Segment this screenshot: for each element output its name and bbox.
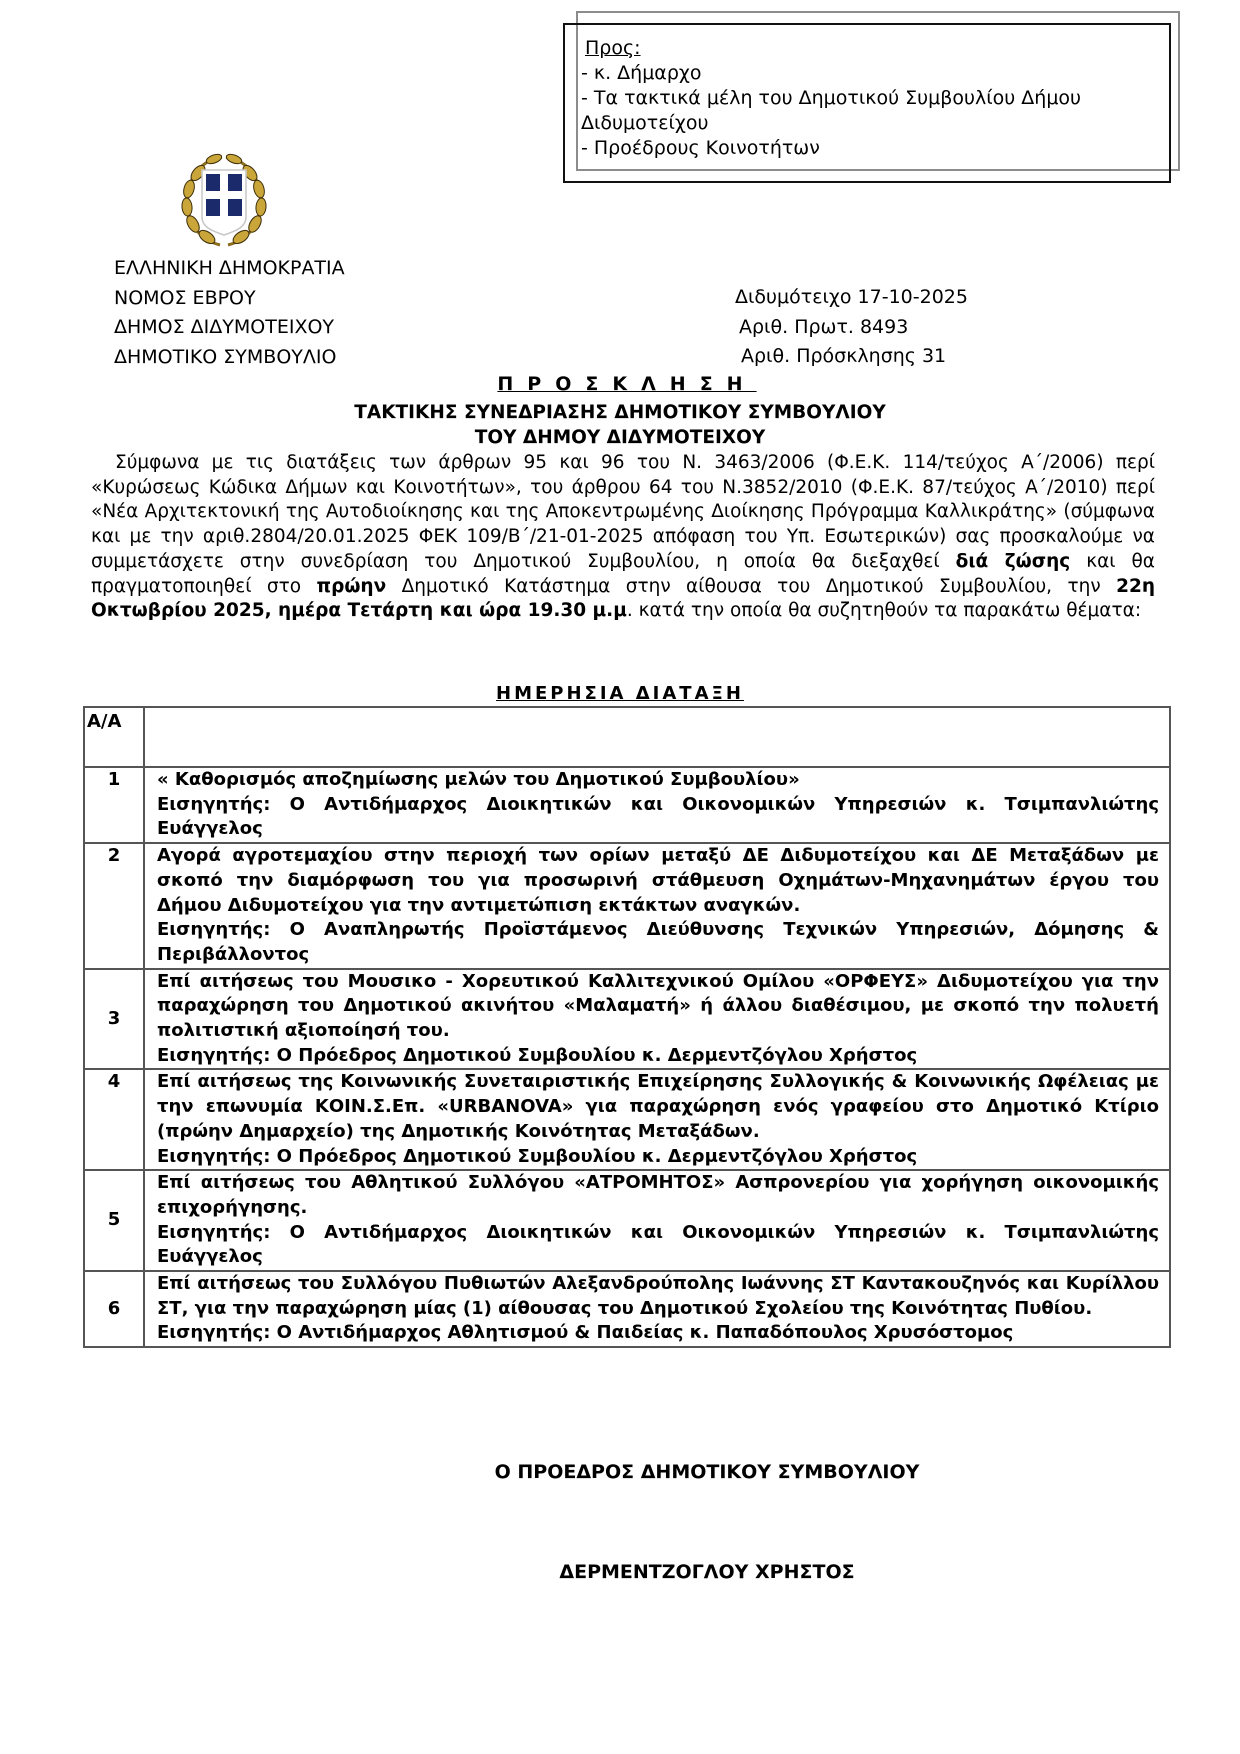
item-number: 5	[84, 1170, 144, 1271]
recipient-line: Διδυμοτείχου	[581, 112, 709, 134]
item-content	[144, 767, 1170, 843]
greek-coat-of-arms-icon	[176, 151, 272, 248]
recipient-line: - κ. Δήμαρχο	[581, 62, 702, 84]
item-subject: Επί αιτήσεως του Αθλητικού Συλλόγου «ΑΤΡΟΜΗΤΟΣ» Ασπρονερίου για χορήγηση οικονομικής επιχορήγησης.	[157, 1172, 1159, 1218]
recipient-line: - Τα τακτικά μέλη του Δημοτικού Συμβουλίου Δήμου	[581, 87, 1082, 109]
signatory-title: Ο ΠΡΟΕΔΡΟΣ ΔΗΜΟΤΙΚΟΥ ΣΥΜΒΟΥΛΙΟΥ	[494, 1461, 920, 1483]
item-rapporteur: Εισηγητής: Ο Πρόεδρος Δημοτικού Συμβουλίου κ. Δερμεντζόγλου Χρήστος	[157, 1145, 918, 1167]
body-text: . κατά την οποία θα συζητηθούν τα παρακάτω θέματα:	[626, 600, 1142, 622]
body-text: και θα πραγματοποιηθεί στο	[91, 550, 1155, 597]
agenda-title-text: ΗΜΕΡΗΣΙΑ ΔΙΑΤΑΞΗ	[496, 683, 744, 704]
item-number: 2	[84, 843, 144, 969]
header-subject	[144, 707, 1170, 767]
item-content	[144, 1271, 1170, 1347]
subtitle-line: ΤΟΥ ΔΗΜΟΥ ΔΙΔΥΜΟΤΕΙΧΟΥ	[474, 426, 766, 448]
authority-line: ΔΗΜΟΤΙΚΟ ΣΥΜΒΟΥΛΙΟ	[114, 345, 337, 368]
authority-line: ΔΗΜΟΣ ΔΙΔΥΜΟΤΕΙΧΟΥ	[114, 316, 335, 338]
item-content	[144, 969, 1170, 1070]
meeting-datetime: 22η Οκτωβρίου 2025, ημέρα Τετάρτη και ώρα 19.30 μ.μ	[91, 575, 1155, 622]
protocol-number: Αριθ. Πρωτ. 8493	[739, 315, 909, 338]
document-title	[0, 372, 1240, 396]
table-row	[84, 1170, 1170, 1271]
table-row	[84, 767, 1170, 843]
item-number: 6	[84, 1271, 144, 1347]
document-title-text: ΠΡΟΣΚΛΗΣΗ	[497, 373, 757, 395]
agenda-title	[0, 683, 1240, 705]
item-subject: Επί αιτήσεως της Κοινωνικής Συνεταιριστικής Επιχείρησης Συλλογικής & Κοινωνικής Ωφέλειας με την επωνυμία ΚΟΙΝ.Σ.Επ. «URBANOVA» για παραχώρηση ενός γραφείου στο Δημοτικό Κτίριο (πρώην Δημαρχείο) της Δημοτικής Κοινότητας Μεταξάδων.	[157, 1071, 1159, 1142]
item-number: 3	[84, 969, 144, 1070]
header-number: Α/Α	[84, 707, 144, 767]
item-subject: « Καθορισμός αποζημίωσης μελών του Δημοτικού Συμβουλίου»	[157, 769, 800, 790]
item-rapporteur: Εισηγητής: Ο Πρόεδρος Δημοτικού Συμβουλίου κ. Δερμεντζόγλου Χρήστος	[157, 1044, 918, 1066]
item-subject: Επί αιτήσεως του Συλλόγου Πυθιωτών Αλεξανδρούπολης Ιωάννης ΣΤ Καντακουζηνός και Κυρίλλου ΣΤ, για την παραχώρηση μίας (1) αίθουσας του Δημοτικού Σχολείου της Κοινότητας Πυθίου.	[157, 1273, 1159, 1319]
body-emphasis: διά ζώσης	[955, 550, 1071, 572]
recipients-title: Προς:	[585, 37, 641, 59]
body-text: Δημοτικό Κατάστημα στην αίθουσα του Δημοτικού Συμβουλίου, την	[386, 575, 1117, 597]
document-subtitle	[0, 401, 1240, 450]
item-content	[144, 1069, 1170, 1170]
authority-line: ΕΛΛΗΝΙΚΗ ΔΗΜΟΚΡΑΤΙΑ	[114, 257, 345, 279]
recipient-line: - Προέδρους Κοινοτήτων	[581, 137, 820, 159]
table-row	[84, 1271, 1170, 1347]
recipients-box	[563, 23, 1171, 183]
issuing-authority	[114, 254, 345, 372]
signatory-name: ΔΕΡΜΕΝΤΖΟΓΛΟΥ ΧΡΗΣΤΟΣ	[559, 1561, 855, 1583]
item-rapporteur: Εισηγητής: Ο Αναπληρωτής Προϊστάμενος Διεύθυνσης Τεχνικών Υπηρεσιών, Δόμησης & Περιβάλλοντος	[157, 919, 1159, 965]
authority-line: ΝΟΜΟΣ ΕΒΡΟΥ	[114, 286, 256, 309]
item-number: 1	[84, 767, 144, 843]
body-text: Σύμφωνα με τις διατάξεις των άρθρων 95 και 96 του Ν. 3463/2006 (Φ.Ε.Κ. 114/τεύχος Α΄/2006) περί «Κυρώσεως Κώδικα Δήμων και Κοινοτήτων», του άρθρου 64 του Ν.3852/2010 (Φ.Ε.Κ. 87/τεύχος Α΄/2010) περί «Νέα Αρχιτεκτονική της Αυτοδιοίκησης και της Αποκεντρωμένης Διοίκησης Πρόγραμμα Καλλικράτης» (σύμφωνα και με την αριθ.2804/20.01.2025 ΦΕΚ 109/Β΄/21-01-2025 απόφαση του Υπ. Εσωτερικών) σας προσκαλούμε να συμμετάσχετε στην συνεδρίαση του Δημοτικού Συμβουλίου, η οποία θα διεξαχθεί	[91, 452, 1155, 572]
invitation-body	[91, 451, 1155, 624]
table-row	[84, 843, 1170, 969]
item-rapporteur: Εισηγητής: Ο Αντιδήμαρχος Διοικητικών και Οικονομικών Υπηρεσιών κ. Τσιμπανλιώτης Ευάγγελος	[157, 793, 1159, 840]
item-subject: Αγορά αγροτεμαχίου στην περιοχή των ορίων μεταξύ ΔΕ Διδυμοτείχου και ΔΕ Μεταξάδων με σκοπό την διαμόρφωση του για προσωρινή στάθμευση Οχημάτων-Μηχανημάτων έργου του Δήμου Διδυμοτείχου για την αντιμετώπιση εκτάκτων αναγκών.	[157, 845, 1159, 916]
item-rapporteur: Εισηγητής: Ο Αντιδήμαρχος Αθλητισμού & Παιδείας κ. Παπαδόπουλος Χρυσόστομος	[157, 1322, 1014, 1344]
document-references	[735, 283, 968, 372]
table-row	[84, 969, 1170, 1070]
item-number: 4	[84, 1069, 144, 1170]
place-date: Διδυμότειχο 17-10-2025	[735, 286, 968, 308]
item-subject: Επί αιτήσεως του Μουσικο - Χορευτικού Καλλιτεχνικού Ομίλου «ΟΡΦΕΥΣ» Διδυμοτείχου για την παραχώρηση του Δημοτικού ακινήτου «Μαλαματή» ή άλλου διαθέσιμου, με σκοπό την πολυετή πολιτιστική αξιοποίησή του.	[157, 970, 1159, 1042]
invitation-number: Αριθ. Πρόσκλησης 31	[741, 345, 947, 367]
agenda-table	[83, 706, 1171, 1348]
item-rapporteur: Εισηγητής: Ο Αντιδήμαρχος Διοικητικών και Οικονομικών Υπηρεσιών κ. Τσιμπανλιώτης Ευάγγελος	[157, 1221, 1159, 1268]
table-header-row	[84, 707, 1170, 767]
item-content	[144, 843, 1170, 969]
body-emphasis: πρώην	[316, 575, 387, 597]
item-content	[144, 1170, 1170, 1271]
subtitle-line: ΤΑΚΤΙΚΗΣ ΣΥΝΕΔΡΙΑΣΗΣ ΔΗΜΟΤΙΚΟΥ ΣΥΜΒΟΥΛΙΟΥ	[354, 402, 886, 423]
table-row	[84, 1069, 1170, 1170]
